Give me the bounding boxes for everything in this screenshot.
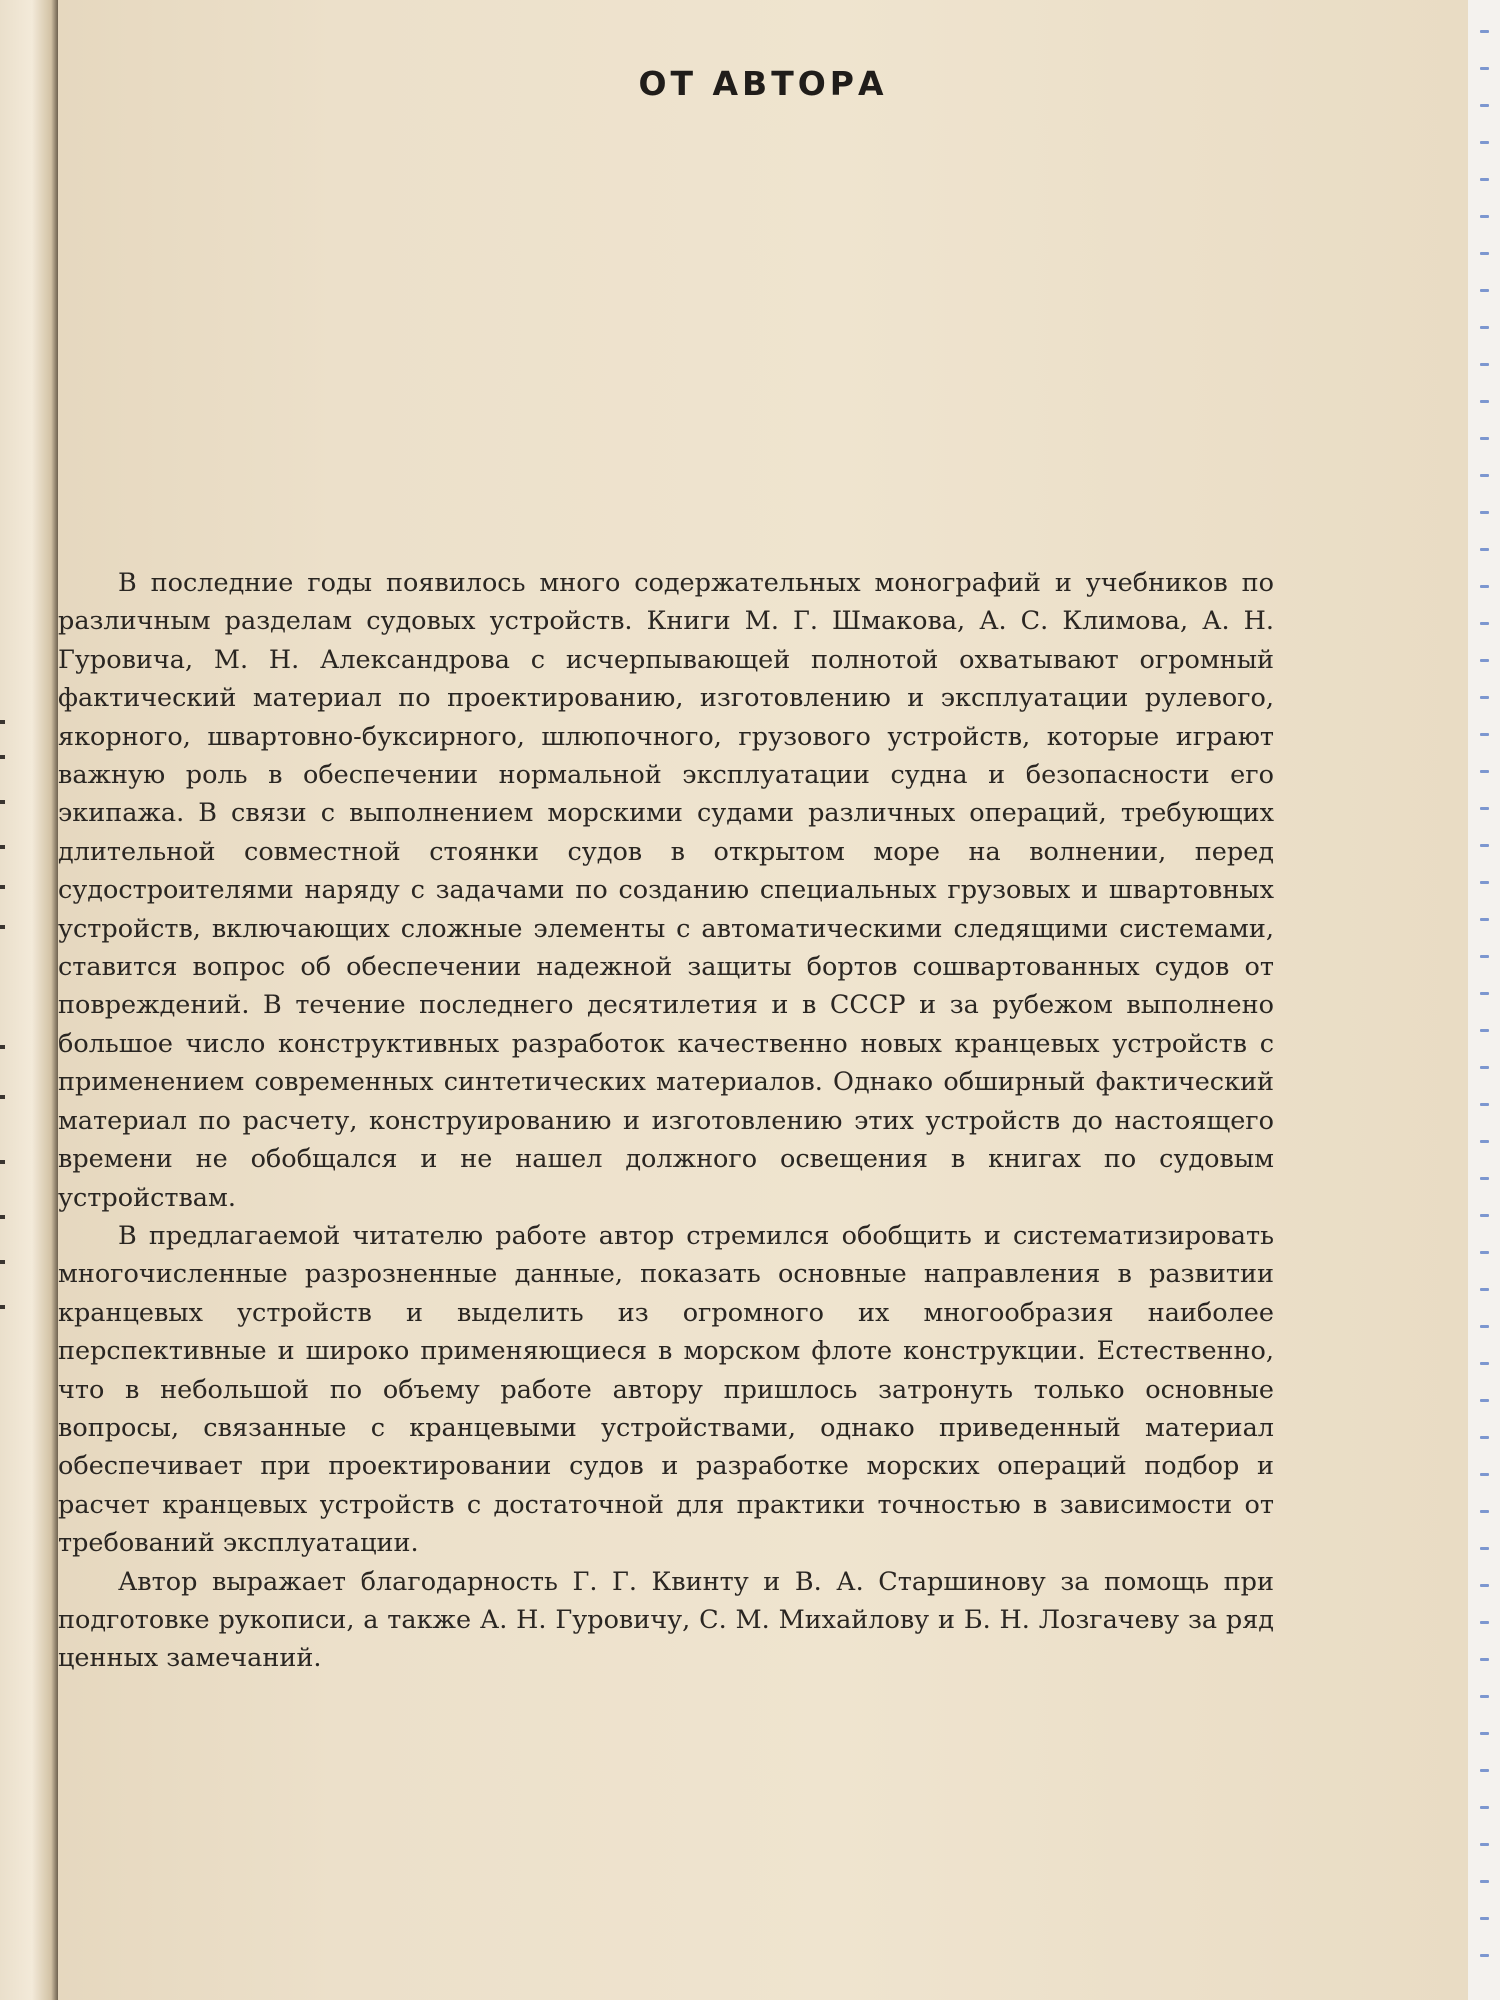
ruling-tick [1480,1584,1489,1587]
paragraph-1: В последние годы появилось много содержательных монографий и учебников по различным разделам судовых устройств. Книги М. Г. Шмакова, А. С. Климова, А. Н. Гуровича, М. Н. Александрова с исчерпывающей полнотой охватывают огромный фактический материал по проектированию, изготовлению и эксплуатации рулевого, якорного, швартовно-буксирного, шлюпочного, грузового устройств, которые играют важную роль в обеспечении нормальной эксплуатации судна и безопасности его экипажа. В связи с выполнением морскими судами различных операций, требующих длительной совместной стоянки судов в открытом море на волнении, перед судостроителями наряду с задачами по созданию специальных грузовых и швартовных устройств, включающих сложные элементы с автоматическими следящими системами, ставится вопрос об обеспечении надежной защиты бортов сошвартованных судов от повреждений. В течение последнего десятилетия и в СССР и за рубежом выполнено большое число конструктивных разработок качественно новых кранцевых устройств с применением современных синтетических материалов. Однако обширный фактический материал по расчету, конструированию и изготовлению этих устройств до настоящего времени не обобщался и не нашел должного освещения в книгах по судовым устройствам. [58,568,1274,1213]
ruling-tick [1480,1103,1489,1106]
ruling-tick [1480,1251,1489,1254]
ruling-tick [1480,1769,1489,1772]
edge-text-fragment [0,1260,5,1264]
ruling-tick [1480,1066,1489,1069]
ruling-tick [1480,178,1489,181]
paragraph-2: В предлагаемой читателю работе автор стремился обобщить и систематизировать многочисленные разрозненные данные, показать основные направления в развитии кранцевых устройств и выделить из огромного их многообразия наиболее перспективные и широко применяющиеся в морском флоте конструкции. Естественно, что в небольшой по объему работе автору пришлось затронуть только основные вопросы, связанные с кранцевыми устройствами, однако приведенный материал обеспечивает при проектировании судов и разработке морских операций подбор и расчет кранцевых устройств с достаточной для практики точностью в зависимости от требований эксплуатации. [58,1220,1274,1559]
ruling-tick [1480,1214,1489,1217]
ruling-tick [1480,1732,1489,1735]
edge-text-fragment [0,1215,5,1219]
edge-text-fragment [0,1305,5,1309]
ruling-tick [1480,1806,1489,1809]
ruling-tick [1480,30,1489,33]
ruling-tick [1480,696,1489,699]
edge-text-fragment [0,755,5,759]
edge-text-fragment [0,885,5,889]
ruling-tick [1480,1621,1489,1624]
ruling-tick [1480,1954,1489,1957]
ruling-tick [1480,363,1489,366]
edge-text-fragment [0,925,5,929]
ruling-tick [1480,511,1489,514]
ruling-tick [1480,1325,1489,1328]
ruling-tick [1480,1399,1489,1402]
ruling-tick [1480,289,1489,292]
ruling-tick [1480,770,1489,773]
ruling-tick [1480,474,1489,477]
ruling-tick [1480,141,1489,144]
ruling-tick [1480,1177,1489,1180]
edge-text-fragment [0,845,5,849]
ruling-tick [1480,400,1489,403]
ruling-tick [1480,585,1489,588]
ruling-tick [1480,881,1489,884]
ruling-tick [1480,1029,1489,1032]
ruling-tick [1480,622,1489,625]
ruling-tick [1480,1658,1489,1661]
edge-text-fragment [0,1045,5,1049]
ruling-tick [1480,104,1489,107]
ruling-tick [1480,807,1489,810]
ruling-tick [1480,1880,1489,1883]
ruling-tick [1480,1140,1489,1143]
ruling-tick [1480,215,1489,218]
ruling-tick [1480,1695,1489,1698]
ruling-tick [1480,1436,1489,1439]
ruling-tick [1480,437,1489,440]
ruling-tick [1480,918,1489,921]
page-title: ОТ АВТОРА [638,64,888,103]
ruling-tick [1480,844,1489,847]
paragraph-3: Автор выражает благодарность Г. Г. Квинту и В. А. Старшинову за помощь при подготовке рукописи, а также А. Н. Гуровичу, С. М. Михайлову и Б. Н. Лозгачеву за ряд ценных замечаний. [58,1566,1274,1674]
ruled-paper-edge [1468,0,1500,2000]
ruling-tick [1480,1547,1489,1550]
ruling-tick [1480,1288,1489,1291]
ruling-tick [1480,992,1489,995]
ruling-tick [1480,1917,1489,1920]
edge-text-fragment [0,1095,5,1099]
page-body [58,564,1274,1678]
ruling-tick [1480,1362,1489,1365]
ruling-tick [1480,252,1489,255]
ruling-tick [1480,1510,1489,1513]
ruling-tick [1480,659,1489,662]
ruling-tick [1480,955,1489,958]
edge-text-fragment [0,720,5,724]
ruling-tick [1480,326,1489,329]
edge-text-fragment [0,1160,5,1164]
ruling-tick [1480,1843,1489,1846]
ruling-tick [1480,548,1489,551]
edge-text-fragment [0,800,5,804]
previous-page-text-fragments [0,0,14,2000]
ruling-tick [1480,67,1489,70]
ruling-tick [1480,733,1489,736]
ruling-tick [1480,1473,1489,1476]
